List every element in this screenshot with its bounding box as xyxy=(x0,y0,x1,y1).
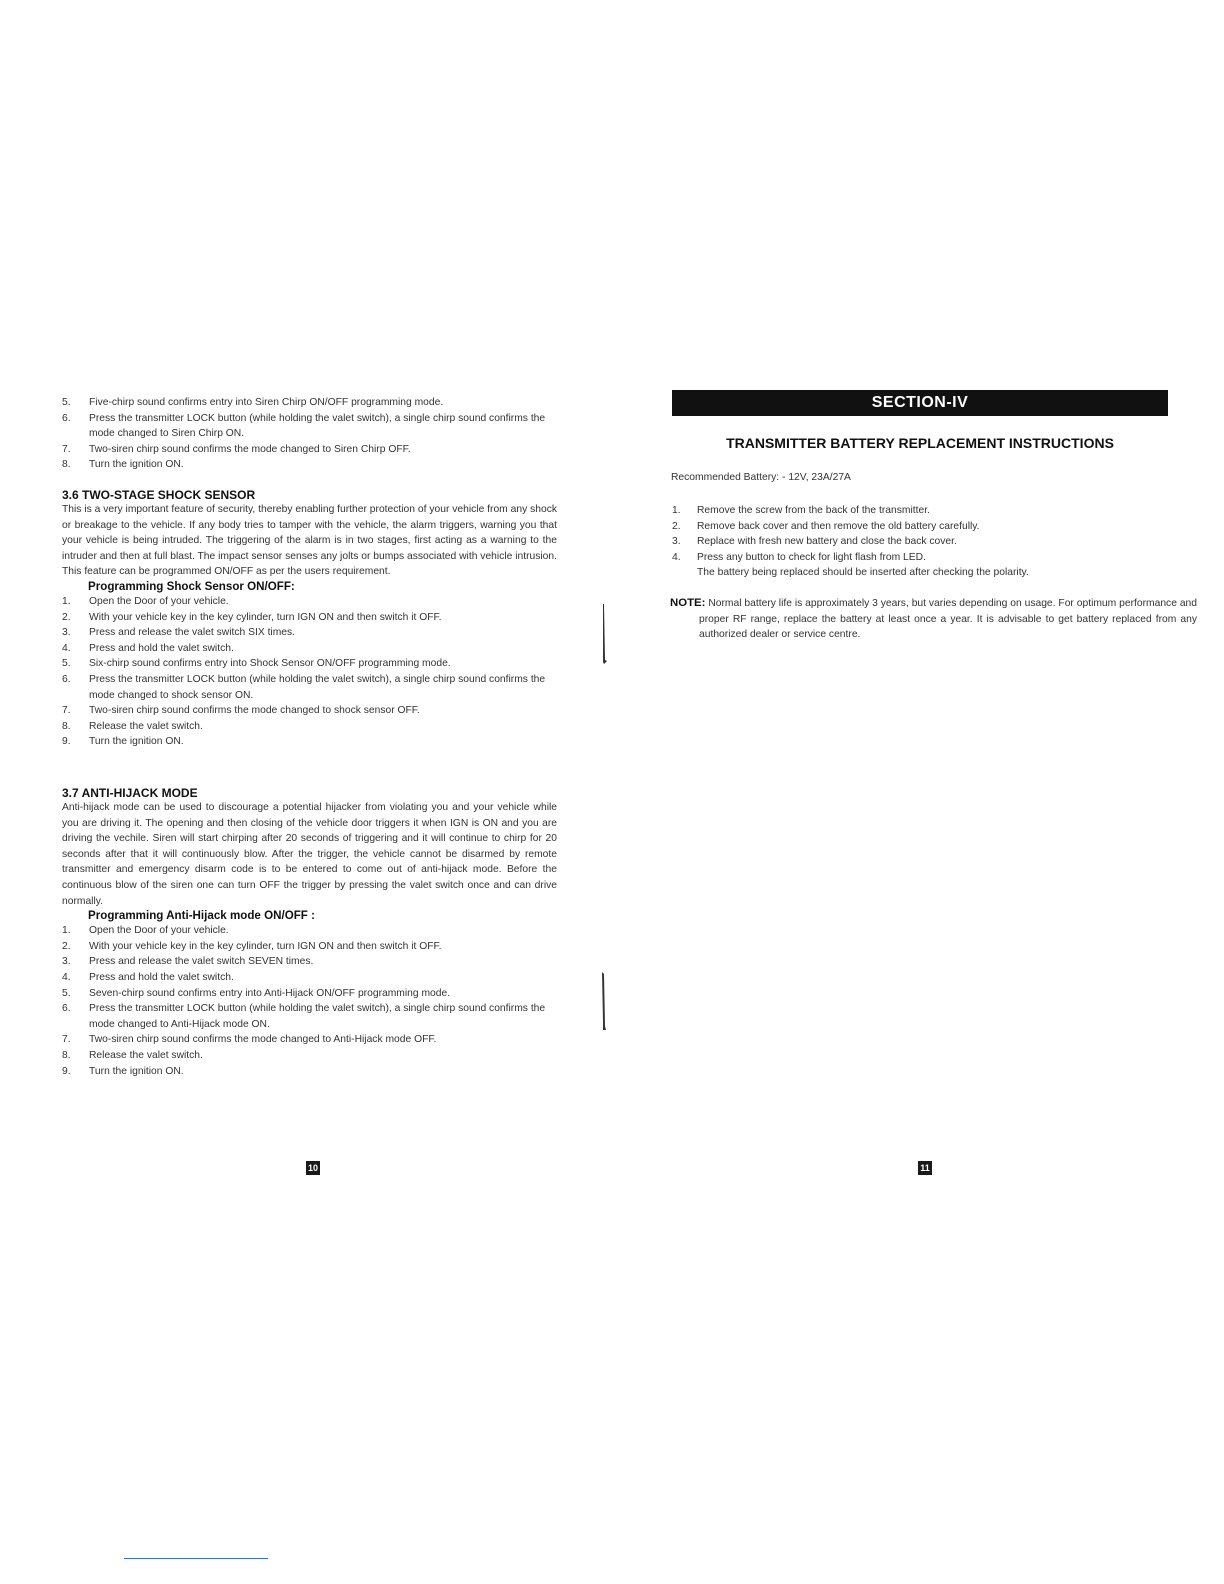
list-item xyxy=(62,411,557,442)
battery-step-list xyxy=(672,503,1167,581)
right-page xyxy=(612,0,1224,1584)
list-item xyxy=(62,703,557,719)
step-text: Press and hold the valet switch. xyxy=(89,971,234,983)
list-item xyxy=(62,1064,557,1080)
step-text: Six-chirp sound confirms entry into Shock Sensor ON/OFF programming mode. xyxy=(89,658,451,670)
step-text: Release the valet switch. xyxy=(89,720,203,732)
list-item xyxy=(672,519,1167,535)
section-3-7 xyxy=(62,786,557,1079)
step-text: Open the Door of your vehicle. xyxy=(89,925,229,937)
list-item xyxy=(62,442,557,458)
step-text: Press the transmitter LOCK button (while holding the valet switch), a single chirp sound confirms the mode changed to shock sensor ON. xyxy=(89,673,546,701)
step-number: 4. xyxy=(62,642,71,654)
programming-subheading: Programming Shock Sensor ON/OFF: xyxy=(88,579,295,593)
step-text: Press any button to check for light flash from LED. xyxy=(697,551,926,563)
section-body: This is a very important feature of security, thereby enabling further protection of your vehicle from any shock or breakage to the vehicle. If any body tries to tamper with the vehicle, the alarm triggers, warning you that your vehicle is being intruded. The triggering of the alarm is in two stages, first acting as a warning to the intruder and then at full blast. The impact sensor senses any jolts or bumps associated with vehicle intrusion. This feature can be programmed ON/OFF as per the users requirement. xyxy=(62,504,557,578)
step-text: Turn the ignition ON. xyxy=(89,736,184,748)
list-item xyxy=(62,1032,557,1048)
recommended-battery: Recommended Battery: - 12V, 23A/27A xyxy=(671,472,851,483)
section-body: Anti-hijack mode can be used to discourage a potential hijacker from violating you and your vehicle while you are driving it. The opening and then closing of the vehicle door triggers it when IGN is ON and you are driving the vechile. Siren will start chirping after 20 seconds of triggering and it will continue to chirp for 20 seconds after that it will continuously blow. After the trigger, the vehicle cannot be disarmed by remote transmitter and emergency disarm code is to be entered to come out of anti-hijack mode. Before the continuous blow of the siren one can turn OFF the trigger by pressing the valet switch once and can drive normally. xyxy=(62,802,557,907)
list-item xyxy=(672,503,1167,519)
list-item xyxy=(62,734,557,750)
list-item xyxy=(62,395,557,411)
step-text: Remove back cover and then remove the old battery carefully. xyxy=(697,520,980,532)
step-text: Five-chirp sound confirms entry into Siren Chirp ON/OFF programming mode. xyxy=(89,397,444,408)
list-item xyxy=(62,970,557,986)
step-number: 4. xyxy=(672,551,681,563)
note xyxy=(670,596,1197,643)
shock-sensor-step-list xyxy=(62,594,557,750)
step-text: Two-siren chirp sound confirms the mode changed to shock sensor OFF. xyxy=(89,705,420,717)
step-number: 4. xyxy=(62,971,71,983)
page-title: TRANSMITTER BATTERY REPLACEMENT INSTRUCTIONS xyxy=(726,435,1114,451)
step-number: 2. xyxy=(62,611,71,623)
list-item xyxy=(62,939,557,955)
section-heading: 3.6 TWO-STAGE SHOCK SENSOR xyxy=(62,488,256,502)
list-item xyxy=(62,625,557,641)
step-text: With your vehicle key in the key cylinder, turn IGN ON and then switch it OFF. xyxy=(89,940,442,952)
note-text: Normal battery life is approximately 3 years, but varies depending on usage. For optimum performance and proper RF range, replace the battery at least once a year. It is advisable to get battery replaced from any authorized dealer or service centre. xyxy=(699,598,1198,641)
step-text: Press and release the valet switch SEVEN times. xyxy=(89,956,314,968)
step-number: 1. xyxy=(62,595,71,607)
step-text: Release the valet switch. xyxy=(89,1049,203,1061)
section-heading: 3.7 ANTI-HIJACK MODE xyxy=(62,786,198,800)
step-number: 3. xyxy=(62,627,71,639)
step-number: 5. xyxy=(62,397,71,408)
step-continuation: The battery being replaced should be inserted after checking the polarity. xyxy=(697,567,1029,579)
step-number: 3. xyxy=(672,536,681,548)
step-number: 9. xyxy=(62,1065,71,1077)
list-item xyxy=(62,719,557,735)
footer-line xyxy=(124,1558,268,1559)
step-number: 2. xyxy=(62,940,71,952)
section-3-6 xyxy=(62,488,557,750)
step-text: Turn the ignition ON. xyxy=(89,1065,184,1077)
step-number: 6. xyxy=(62,673,71,685)
step-number: 6. xyxy=(62,412,71,424)
step-number: 2. xyxy=(672,520,681,532)
list-item xyxy=(62,610,557,626)
step-number: 8. xyxy=(62,1049,71,1061)
step-number: 7. xyxy=(62,705,71,717)
list-item xyxy=(672,550,1167,566)
step-number: 5. xyxy=(62,987,71,999)
binding-mark-icon xyxy=(597,972,611,1030)
list-item xyxy=(62,641,557,657)
step-number: 1. xyxy=(672,505,681,516)
list-item xyxy=(62,986,557,1002)
step-text: Press the transmitter LOCK button (while holding the valet switch), a single chirp sound confirms the mode changed to Anti-Hijack mode ON. xyxy=(89,1003,546,1030)
step-number: 8. xyxy=(62,720,71,732)
step-text: Replace with fresh new battery and close the back cover. xyxy=(697,536,957,548)
step-number: 7. xyxy=(62,1034,71,1046)
list-item xyxy=(62,594,557,610)
programming-subheading: Programming Anti-Hijack mode ON/OFF : xyxy=(88,909,315,923)
step-number: 9. xyxy=(62,736,71,748)
step-text: With your vehicle key in the key cylinder, turn IGN ON and then switch it OFF. xyxy=(89,611,442,623)
list-item xyxy=(62,457,557,473)
step-text: Press and release the valet switch SIX times. xyxy=(89,627,296,639)
step-text: Remove the screw from the back of the transmitter. xyxy=(697,505,930,516)
step-number: 3. xyxy=(62,956,71,968)
section-banner: SECTION-IV xyxy=(672,390,1168,416)
list-item xyxy=(672,534,1167,550)
continued-step-list xyxy=(62,395,557,473)
list-item xyxy=(62,1001,557,1032)
list-item xyxy=(62,954,557,970)
step-text: Turn the ignition ON. xyxy=(89,459,184,471)
note-label: NOTE: xyxy=(670,597,706,609)
step-number: 8. xyxy=(62,459,71,471)
step-number: 7. xyxy=(62,443,71,455)
step-text: Press and hold the valet switch. xyxy=(89,642,234,654)
page-number: 10 xyxy=(307,1163,318,1173)
step-number: 1. xyxy=(62,925,71,937)
step-number: 6. xyxy=(62,1003,71,1015)
list-item xyxy=(62,672,557,703)
page-number: 11 xyxy=(918,1161,932,1175)
anti-hijack-step-list xyxy=(62,923,557,1079)
list-item xyxy=(62,1048,557,1064)
step-text: Two-siren chirp sound confirms the mode changed to Anti-Hijack mode OFF. xyxy=(89,1034,437,1046)
step-text: Press the transmitter LOCK button (while holding the valet switch), a single chirp sound confirms the mode changed to Siren Chirp ON. xyxy=(89,412,546,440)
list-item xyxy=(62,656,557,672)
step-text: Two-siren chirp sound confirms the mode changed to Siren Chirp OFF. xyxy=(89,443,411,455)
step-text: Seven-chirp sound confirms entry into Anti-Hijack ON/OFF programming mode. xyxy=(89,987,451,999)
step-number: 5. xyxy=(62,658,71,670)
binding-mark-icon xyxy=(597,604,611,664)
step-text: Open the Door of your vehicle. xyxy=(89,595,229,607)
list-item xyxy=(62,923,557,939)
